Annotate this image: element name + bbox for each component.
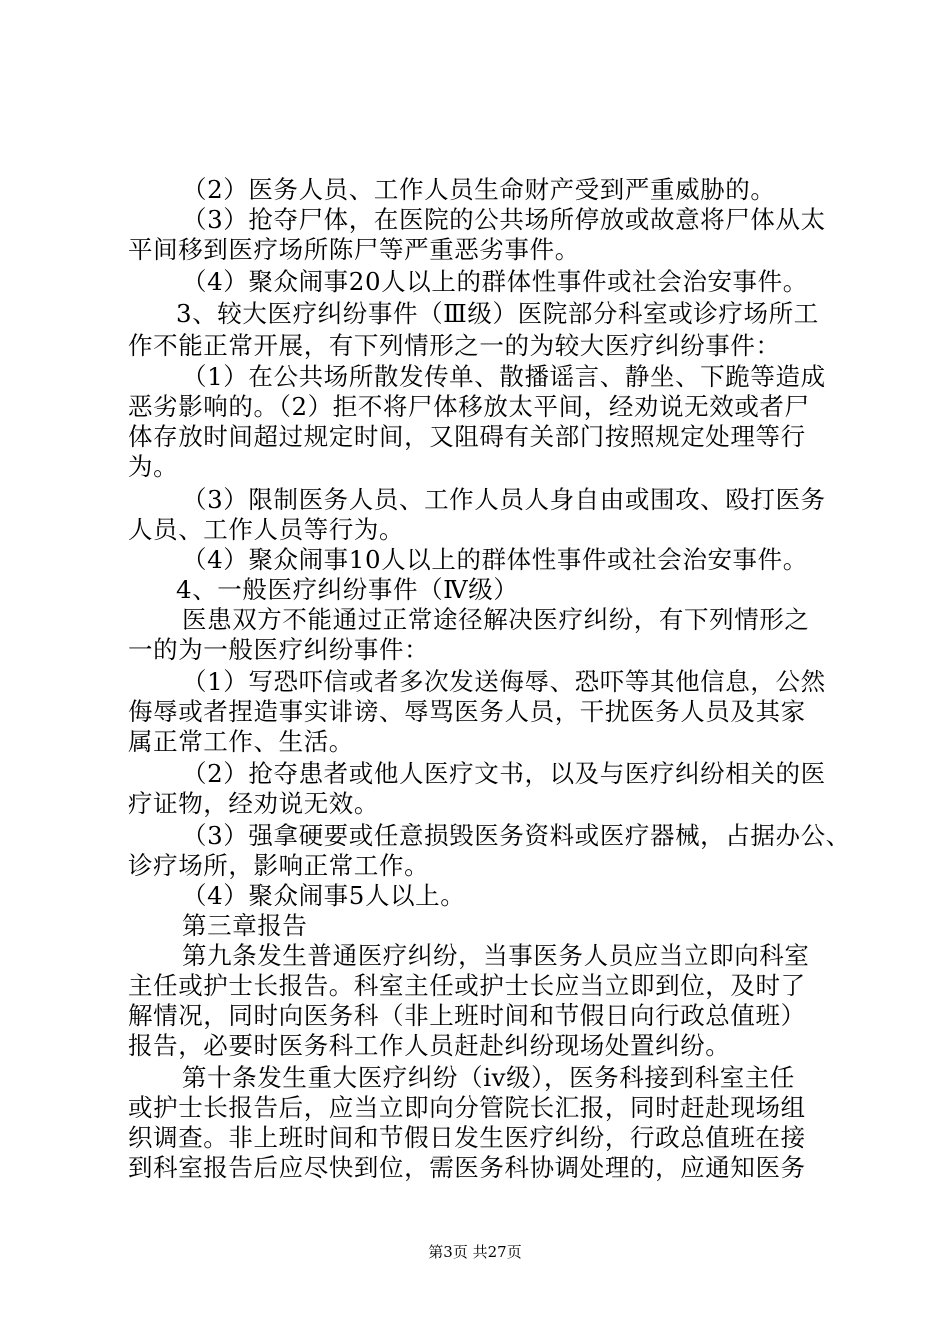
text-line: 医患双方不能通过正常途径解决医疗纠纷，有下列情形之 xyxy=(182,605,810,634)
text-line: 第十条发生重大医疗纠纷（iv级），医务科接到科室主任 xyxy=(182,1063,796,1092)
text-line: 一的为一般医疗纠纷事件： xyxy=(128,635,430,664)
text-line: （4）聚众闹事5人以上。 xyxy=(182,881,466,910)
text-line: （4）聚众闹事20人以上的群体性事件或社会治安事件。 xyxy=(182,267,808,296)
text-line: 3、较大医疗纠纷事件（Ⅲ级）医院部分科室或诊疗场所工 xyxy=(176,299,819,328)
text-line: 主任或护士长报告。科室主任或护士长应当立即到位，及时了 xyxy=(128,971,806,1000)
text-line: 诊疗场所，影响正常工作。 xyxy=(128,851,430,880)
text-line: （3）限制医务人员、工作人员人身自由或围攻、殴打医务 xyxy=(182,485,826,514)
text-line: （1）在公共场所散发传单、散播谣言、静坐、下跪等造成 xyxy=(182,362,826,391)
text-line: （1）写恐吓信或者多次发送侮辱、恐吓等其他信息，公然 xyxy=(182,667,826,696)
text-line: 疗证物，经劝说无效。 xyxy=(128,789,379,818)
text-line: 第九条发生普通医疗纠纷，当事医务人员应当立即向科室 xyxy=(182,941,810,970)
text-line: 为。 xyxy=(128,452,179,481)
text-line: 恶劣影响的。（2）拒不将尸体移放太平间，经劝说无效或者尸 xyxy=(128,392,810,421)
text-line: 作不能正常开展，有下列情形之一的为较大医疗纠纷事件： xyxy=(128,331,781,360)
chapter-heading: 第三章报告 xyxy=(182,911,308,940)
text-line: 体存放时间超过规定时间，又阻碍有关部门按照规定处理等行 xyxy=(128,422,806,451)
text-line: 或护士长报告后，应当立即向分管院长汇报，同时赶赴现场组 xyxy=(128,1093,806,1122)
section-heading: 4、一般医疗纠纷事件（Ⅳ级） xyxy=(176,575,519,604)
text-line: 平间移到医疗场所陈尸等严重恶劣事件。 xyxy=(128,235,580,264)
text-line: （3）抢夺尸体，在医院的公共场所停放或故意将尸体从太 xyxy=(182,205,826,234)
text-line: 解情况，同时向医务科（非上班时间和节假日向行政总值班） xyxy=(128,1001,806,1030)
text-line: 织调查。非上班时间和节假日发生医疗纠纷，行政总值班在接 xyxy=(128,1123,806,1152)
text-line: 到科室报告后应尽快到位，需医务科协调处理的，应通知医务 xyxy=(128,1153,806,1182)
text-line: （2）医务人员、工作人员生命财产受到严重威胁的。 xyxy=(182,175,776,204)
text-line: 人员、工作人员等行为。 xyxy=(128,515,405,544)
text-line: 侮辱或者捏造事实诽谤、辱骂医务人员，干扰医务人员及其家 xyxy=(128,697,806,726)
text-line: 报告，必要时医务科工作人员赶赴纠纷现场处置纠纷。 xyxy=(128,1031,731,1060)
text-line: （4）聚众闹事10人以上的群体性事件或社会治安事件。 xyxy=(182,545,808,574)
text-line: 属正常工作、生活。 xyxy=(128,727,354,756)
text-line: （3）强拿硬要或任意损毁医务资料或医疗器械，占据办公、 xyxy=(182,821,851,850)
text-line: （2）抢夺患者或他人医疗文书，以及与医疗纠纷相关的医 xyxy=(182,759,826,788)
page-number-footer: 第3页 共27页 xyxy=(428,1243,522,1261)
